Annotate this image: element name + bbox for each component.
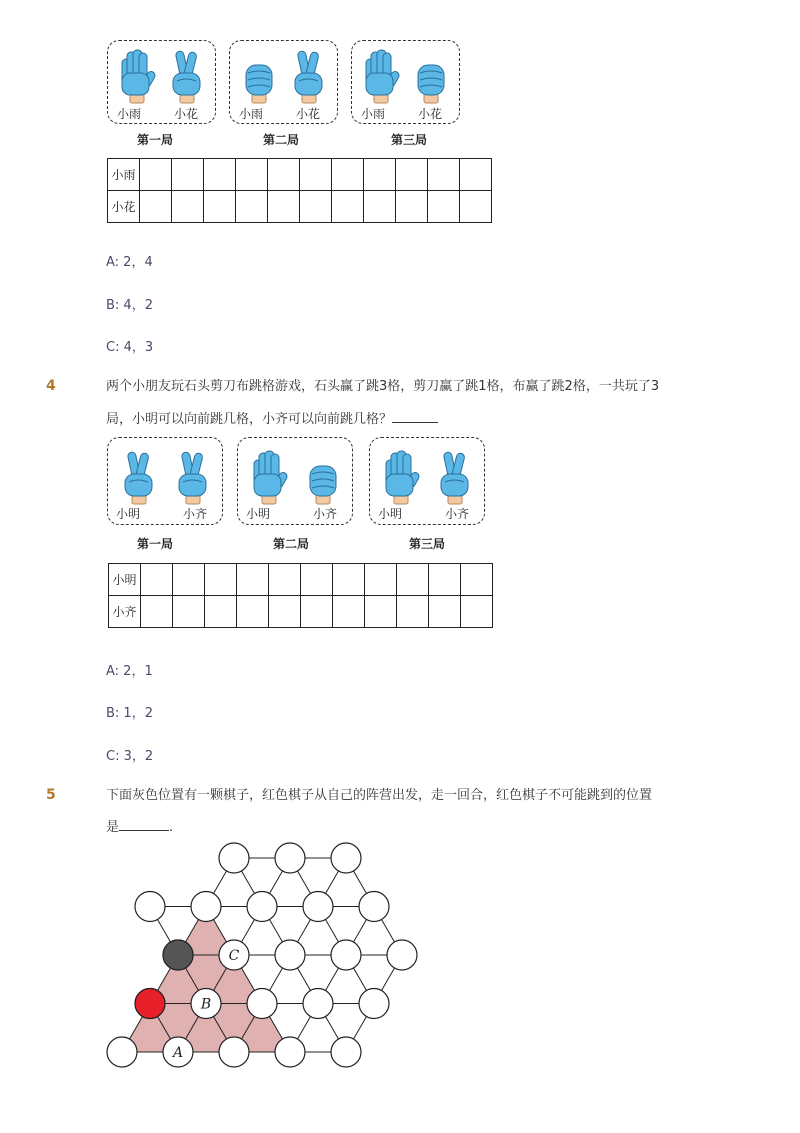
scissors-hand-icon: [290, 49, 328, 105]
q4-option-c[interactable]: C: 3，2: [106, 749, 154, 764]
player-name-left: 小明: [378, 507, 403, 521]
position-label-c: C: [228, 948, 240, 964]
gesture-panel-2: [229, 40, 338, 124]
board-node[interactable]: [303, 892, 333, 922]
scissors-hand-icon: [168, 49, 206, 105]
board-node[interactable]: [191, 892, 221, 922]
board-node[interactable]: [303, 989, 333, 1019]
q3-grid-row-2: [108, 191, 492, 223]
round-label-3: 第三局: [409, 537, 446, 551]
board-node[interactable]: [359, 989, 389, 1019]
q4-grid-row-2: [109, 596, 493, 628]
paper-hand-icon: [362, 49, 400, 105]
hex-star-board: [100, 835, 420, 1075]
board-node[interactable]: [359, 892, 389, 922]
player-name-right: 小齐: [313, 507, 338, 521]
player-name-left: 小雨: [117, 107, 142, 121]
position-label-b: B: [200, 996, 212, 1013]
gesture-panel-1: [107, 40, 216, 124]
q4-number: 4: [46, 378, 56, 394]
board-node[interactable]: [135, 892, 165, 922]
q4-text-line-1: 两个小朋友玩石头剪刀布跳格游戏，石头赢了跳3格，剪刀赢了跳1格，布赢了跳2格，一共玩了3: [106, 379, 660, 394]
player-name-right: 小齐: [183, 507, 208, 521]
round-label-2: 第二局: [273, 537, 310, 551]
position-label-a: A: [172, 1045, 184, 1061]
board-node[interactable]: [275, 940, 305, 970]
q3-jump-grid: [107, 158, 492, 223]
rock-hand-icon: [304, 450, 342, 506]
board-node[interactable]: [275, 1037, 305, 1067]
gesture-panel-3: [351, 40, 460, 124]
gesture-panel-3: [369, 437, 485, 525]
player-name-left: 小明: [246, 507, 271, 521]
round-label-1: 第一局: [137, 133, 174, 147]
player-name-left: 小明: [116, 507, 141, 521]
rock-hand-icon: [412, 49, 450, 105]
gesture-panel-1: [107, 437, 223, 525]
q4-jump-grid: [108, 563, 493, 628]
q3-grid-row-label: 小雨: [108, 159, 140, 191]
round-label-1: 第一局: [137, 537, 174, 551]
q4-option-a[interactable]: A: 2，1: [106, 664, 153, 679]
player-name-left: 小雨: [239, 107, 264, 121]
board-node[interactable]: [387, 940, 417, 970]
q4-grid-row-1: [109, 564, 493, 596]
q5-number: 5: [46, 787, 56, 803]
board-node[interactable]: [107, 1037, 137, 1067]
q3-grid-row-label: 小花: [108, 191, 140, 223]
paper-hand-icon: [250, 450, 288, 506]
scissors-hand-icon: [174, 450, 212, 506]
board-node[interactable]: [219, 843, 249, 873]
board-node[interactable]: [247, 989, 277, 1019]
board-node[interactable]: [247, 892, 277, 922]
q3-grid-row-1: [108, 159, 492, 191]
round-label-3: 第三局: [391, 133, 428, 147]
q3-option-c[interactable]: C: 4，3: [106, 340, 154, 355]
board-node[interactable]: [331, 1037, 361, 1067]
player-name-right: 小齐: [445, 507, 470, 521]
q5-text-line-1: 下面灰色位置有一颗棋子，红色棋子从自己的阵营出发，走一回合，红色棋子不可能跳到的位置: [106, 788, 653, 803]
board-node[interactable]: [331, 843, 361, 873]
rock-hand-icon: [240, 49, 278, 105]
paper-hand-icon: [118, 49, 156, 105]
q4-text-line-2-content: 局，小明可以向前跳几格，小齐可以向前跳几格？: [106, 412, 393, 427]
red-piece: [135, 989, 165, 1019]
q4-option-b[interactable]: B: 1，2: [106, 706, 153, 721]
scissors-hand-icon: [436, 450, 474, 506]
scissors-hand-icon: [120, 450, 158, 506]
q5-answer-blank[interactable]: [119, 816, 169, 831]
q5-text-prefix: 是: [106, 820, 120, 835]
player-name-left: 小雨: [361, 107, 386, 121]
player-name-right: 小花: [296, 107, 321, 121]
board-node[interactable]: [275, 843, 305, 873]
q3-option-a[interactable]: A: 2，4: [106, 255, 153, 270]
player-name-right: 小花: [174, 107, 199, 121]
gesture-panel-2: [237, 437, 353, 525]
q3-option-b[interactable]: B: 4，2: [106, 298, 153, 313]
q4-grid-row-label: 小明: [109, 564, 141, 596]
q4-grid-row-label: 小齐: [109, 596, 141, 628]
q5-text-suffix: .: [169, 820, 174, 835]
round-label-2: 第二局: [263, 133, 300, 147]
paper-hand-icon: [382, 450, 420, 506]
player-name-right: 小花: [418, 107, 443, 121]
board-node[interactable]: [219, 1037, 249, 1067]
gray-piece: [163, 940, 193, 970]
q4-answer-blank[interactable]: [392, 408, 438, 423]
q4-text-line-2: [106, 404, 438, 436]
board-node[interactable]: [331, 940, 361, 970]
